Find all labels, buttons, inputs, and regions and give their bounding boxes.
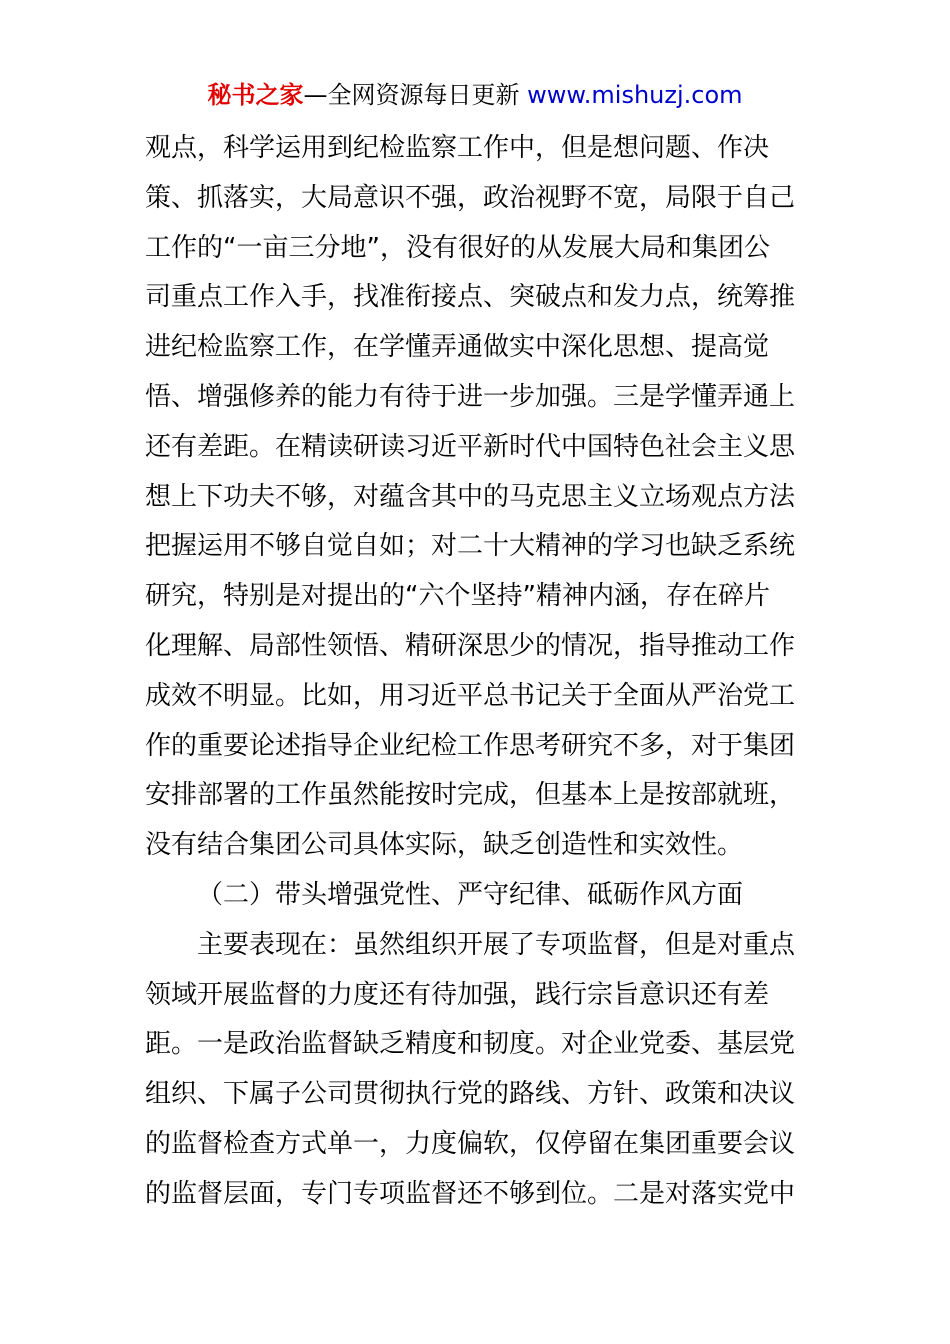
text-line: 司重点工作入手，找准衔接点、突破点和发力点，统筹推 — [145, 282, 796, 313]
text-line: 策、抓落实，大局意识不强，政治视野不宽，局限于自己 — [145, 182, 796, 213]
text-line: 没有结合集团公司具体实际，缺乏创造性和实效性。 — [145, 830, 744, 861]
text-line: 进纪检监察工作，在学懂弄通做实中深化思想、提高觉 — [145, 332, 770, 363]
header-brand: 秘书之家 — [207, 81, 304, 109]
header-site-link[interactable]: www.mishuzj.com — [527, 81, 743, 109]
document-body — [145, 124, 810, 1220]
text-line: 工作的“一亩三分地”，没有很好的从发展大局和集团公 — [145, 232, 770, 263]
text-line: 悟、增强修养的能力有待于进一步加强。三是学懂弄通上 — [145, 381, 796, 412]
text-line: 距。一是政治监督缺乏精度和韧度。对企业党委、基层党 — [145, 1029, 796, 1060]
text-line: 化理解、局部性领悟、精研深思少的情况，指导推动工作 — [145, 630, 796, 661]
text-line: 的监督层面，专门专项监督还不够到位。二是对落实党中 — [145, 1178, 796, 1209]
text-line: 作的重要论述指导企业纪检工作思考研究不多，对于集团 — [145, 730, 796, 761]
text-line: 组织、下属子公司贯彻执行党的路线、方针、政策和决议 — [145, 1079, 796, 1110]
text-line: 的监督检查方式单一，力度偏软，仅停留在集团重要会议 — [145, 1128, 796, 1159]
text-line: 研究，特别是对提出的“六个坚持”精神内涵，存在碎片 — [145, 581, 770, 612]
text-line: 观点，科学运用到纪检监察工作中，但是想问题、作决 — [145, 133, 770, 163]
text-line: 把握运用不够自觉自如；对二十大精神的学习也缺乏系统 — [145, 531, 796, 562]
text-line: 还有差距。在精读研读习近平新时代中国特色社会主义思 — [145, 431, 796, 462]
page-header — [0, 78, 950, 112]
header-tagline: —全网资源每日更新 — [303, 81, 528, 109]
text-line: 安排部署的工作虽然能按时完成，但基本上是按部就班， — [145, 780, 796, 811]
text-line: 主要表现在：虽然组织开展了专项监督，但是对重点 — [197, 929, 796, 960]
text-line: 成效不明显。比如，用习近平总书记关于全面从严治党工 — [145, 680, 796, 711]
text-line: 想上下功夫不够，对蕴含其中的马克思主义立场观点方法 — [145, 481, 796, 512]
text-line: 领域开展监督的力度还有待加强，践行宗旨意识还有差 — [145, 979, 770, 1010]
text-line: （二）带头增强党性、严守纪律、砥砺作风方面 — [197, 879, 744, 910]
